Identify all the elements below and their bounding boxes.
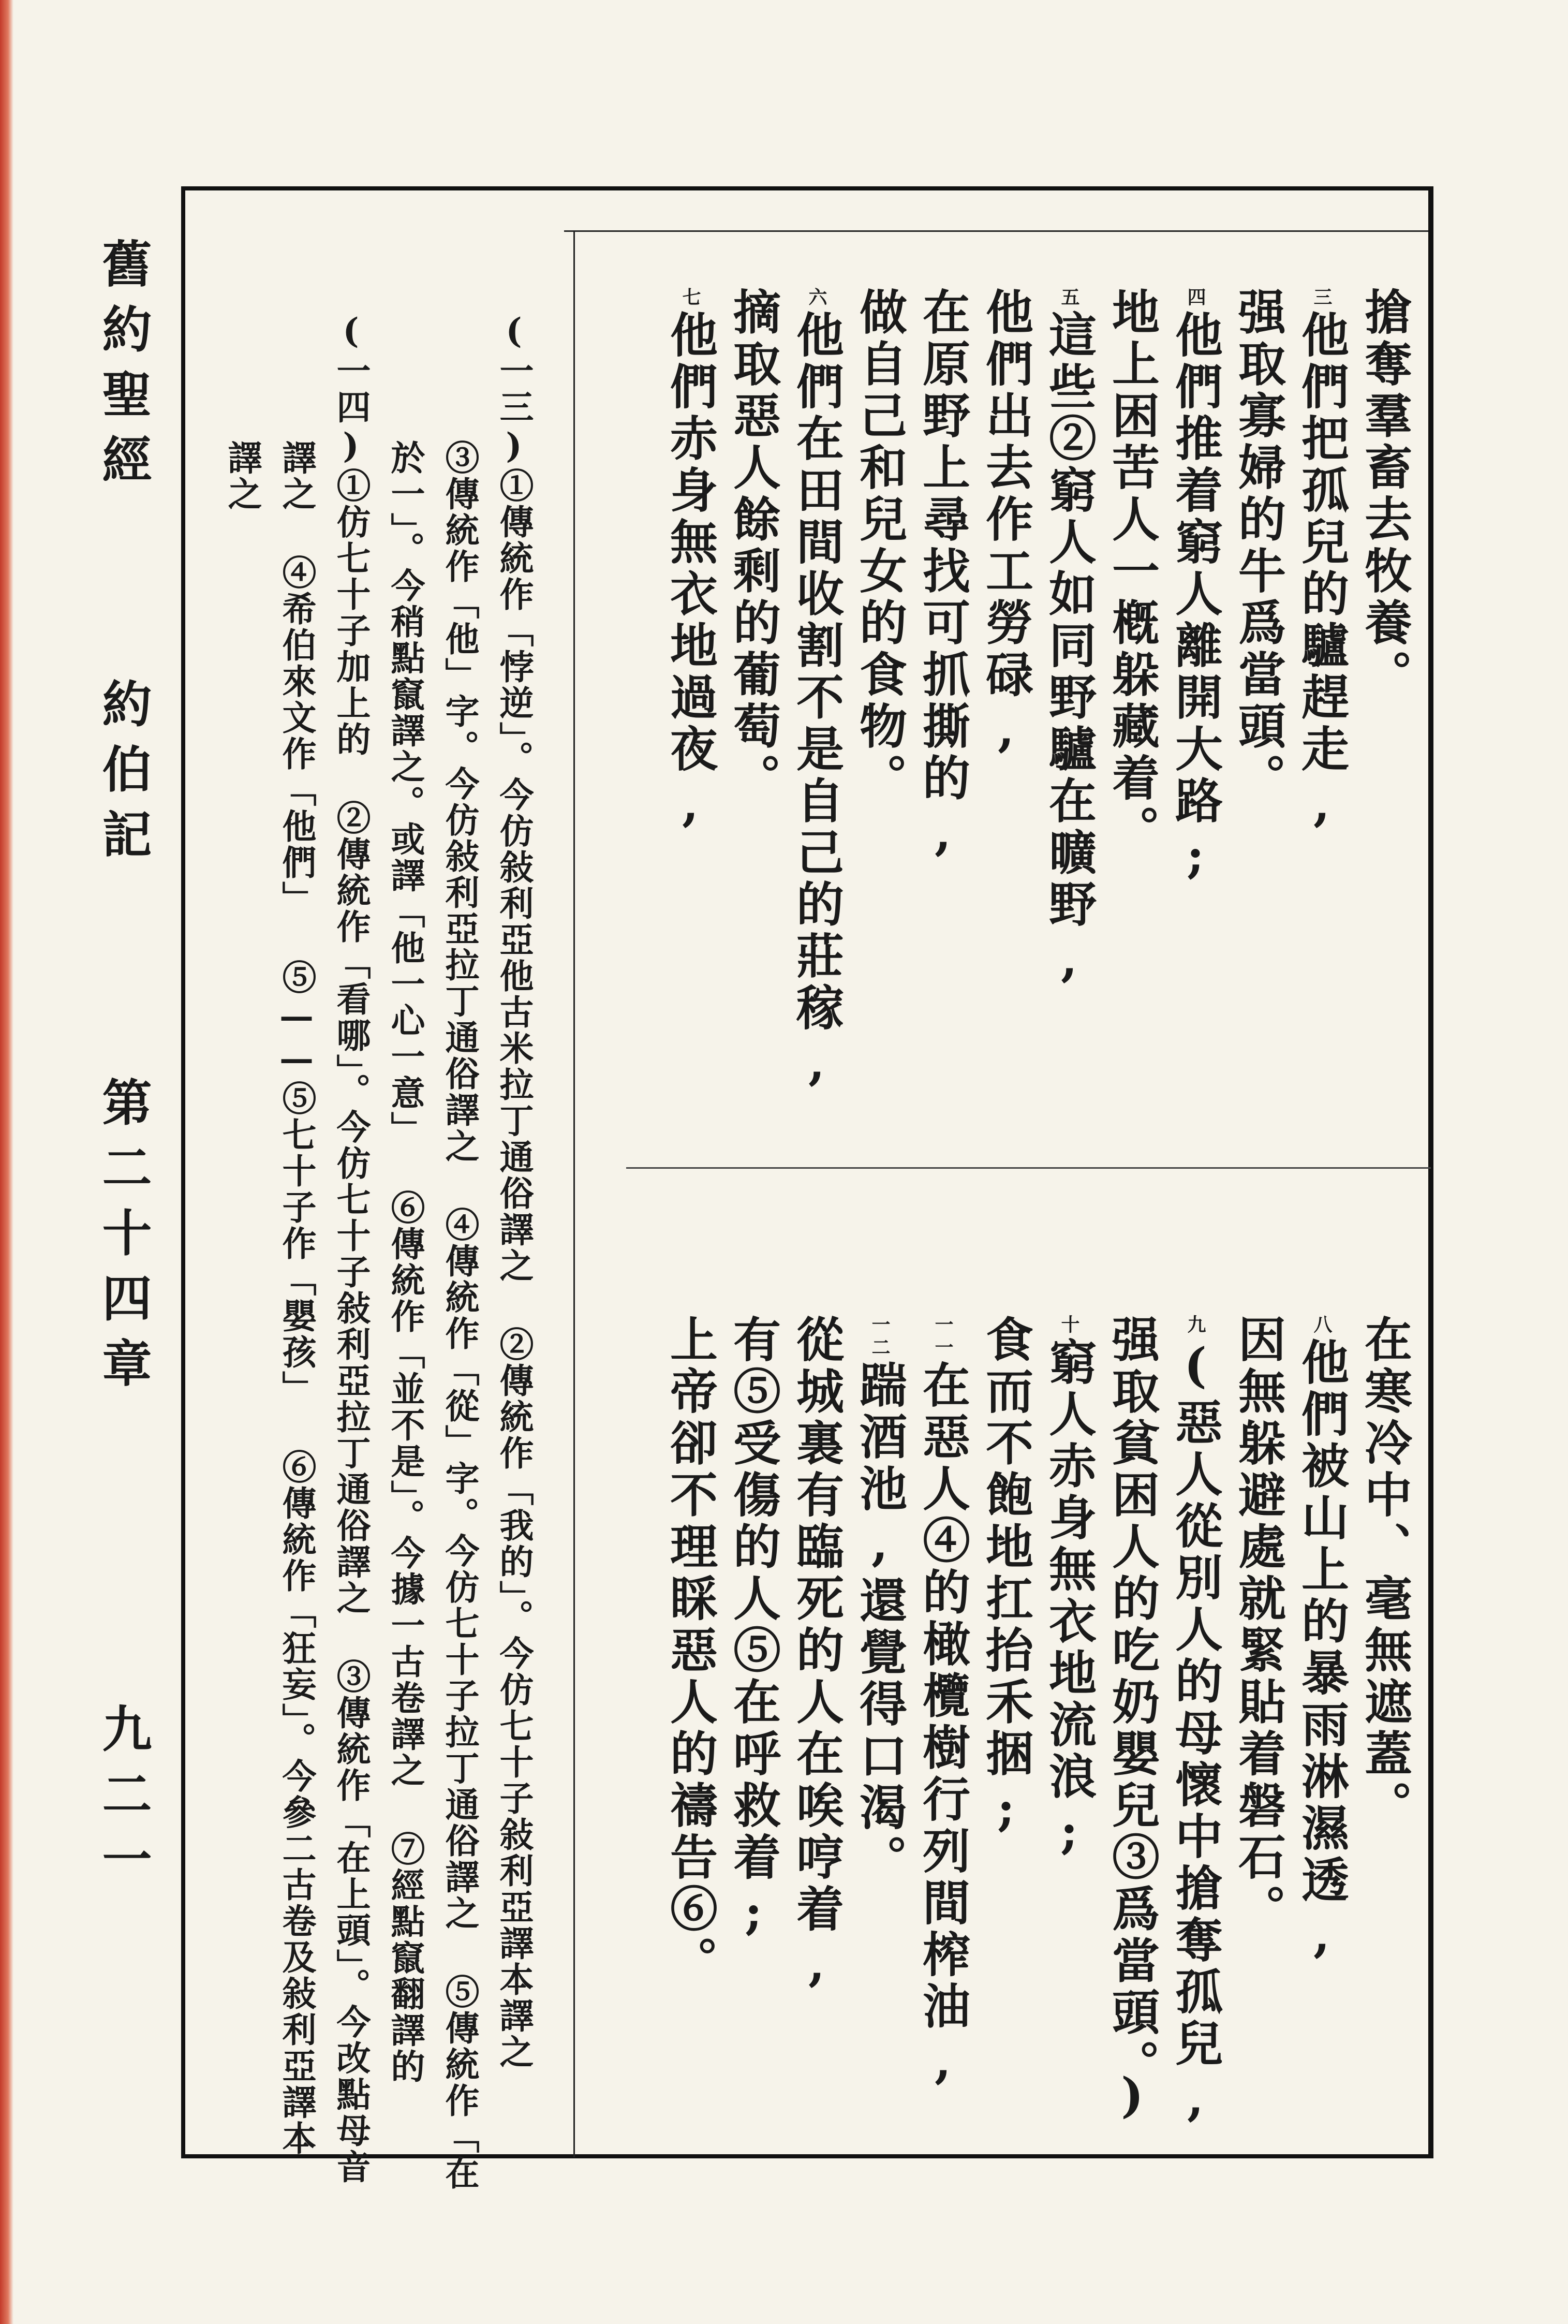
- verse-number: 一二: [869, 1315, 891, 1360]
- verse-line: 九(惡人從別人的母懷中搶奪孤兒,: [1167, 1315, 1223, 2130]
- notes-divider: [573, 232, 575, 2157]
- verse-line: 三他們把孤兒的驢趕走,: [1294, 287, 1350, 836]
- book-title: 舊約聖經: [94, 238, 153, 499]
- verse-line: 强取貧困人的吃奶嬰兒③爲當頭。): [1104, 1315, 1160, 2127]
- verse-number: 八: [1311, 1315, 1333, 1337]
- verse-line: 有⑤受傷的人⑤在呼救着;: [726, 1315, 781, 1944]
- page-edge: [0, 0, 13, 2324]
- verse-line: 他們出去作工勞碌,: [978, 287, 1034, 761]
- footnote-line: (一四)①仿七十子加上的 ②傳統作「看哪」。今仿七十子敍利亞拉丁通俗譯之 ③傳統作「在上頭」。今改點母音: [331, 311, 371, 2185]
- verse-number: 五: [1058, 287, 1080, 310]
- verse-number: 四: [1185, 287, 1206, 310]
- verse-line: 食而不飽地扛抬禾捆;: [978, 1315, 1034, 1841]
- verse-line: 十窮人赤身無衣地流浪;: [1041, 1315, 1097, 1863]
- verse-line: 在原野上尋找可抓撕的,: [915, 287, 971, 865]
- footnote-line: ③傳統作「他」字。今仿敍利亞拉丁通俗譯之 ④傳統作「從」字。今仿七十子拉丁通俗譯之 ⑤傳統作「在: [439, 440, 480, 2191]
- verse-number: 十: [1058, 1315, 1080, 1337]
- verse-line: 摘取惡人餘剩的葡萄。: [726, 287, 781, 805]
- verse-number: 六: [806, 287, 827, 310]
- footnote-line: 於一」。今稍點竄譯之。或譯「他一心一意」 ⑥傳統作「並不是」。今據一古卷譯之 ⑦經點竄翻譯的: [385, 440, 425, 2085]
- verse-number: 九: [1185, 1315, 1206, 1337]
- verse-line: 因無躲避處就緊貼着磐石。: [1231, 1315, 1286, 1936]
- verse-line: 在寒冷中、毫無遮蓋。: [1357, 1315, 1413, 1832]
- verse-line: 七他們赤身無衣地過夜,: [662, 287, 718, 836]
- verse-line: 强取寡婦的牛爲當頭。: [1231, 287, 1286, 805]
- verse-line: 從城裏有臨死的人在唉哼着,: [789, 1315, 845, 1996]
- book-name: 約伯記: [94, 678, 153, 874]
- verse-line: 一二踹酒池,還覺得口渴。: [852, 1315, 908, 1886]
- verse-line: 五這些②窮人如同野驢在曠野,: [1041, 287, 1097, 991]
- footnote-line: (一三)①傳統作「悖逆」。今仿敍利亞他古米拉丁通俗譯之 ②傳統作「我的」。今仿七十子敍利亞譯本譯之: [494, 311, 534, 2070]
- verse-number: 七: [679, 287, 701, 310]
- page-number: 九二一: [94, 1703, 153, 1899]
- verse-number: 三: [1311, 287, 1333, 310]
- verse-line: 六他們在田間收割不是自己的莊稼,: [789, 287, 845, 1095]
- chapter-label: 第二十四章: [94, 1077, 153, 1403]
- verse-line: 四他們推着窮人離開大路;: [1167, 287, 1223, 888]
- inner-top-rule: [564, 230, 1428, 232]
- verse-number: 一一: [932, 1315, 954, 1360]
- block-divider: [626, 1167, 1431, 1169]
- verse-line: 地上困苦人一槪躲藏着。: [1104, 287, 1160, 857]
- footnote-line: 譯之: [222, 440, 262, 512]
- verse-line: 做自己和兒女的食物。: [852, 287, 908, 805]
- verse-line: 搶奪羣畜去牧養。: [1357, 287, 1413, 701]
- footnote-line: 譯之 ④希伯來文作「他們」 ⑤——⑤七十子作「嬰孩」 ⑥傳統作「狂妄」。今參二古卷及敍利亞譯本: [276, 440, 317, 2157]
- verse-line: 上帝卻不理睬惡人的禱告⑥。: [662, 1315, 718, 1988]
- verse-line: 八他們被山上的暴雨淋濕透,: [1294, 1315, 1350, 1967]
- verse-line: 一一在惡人④的橄欖樹行列間榨油,: [915, 1315, 971, 2093]
